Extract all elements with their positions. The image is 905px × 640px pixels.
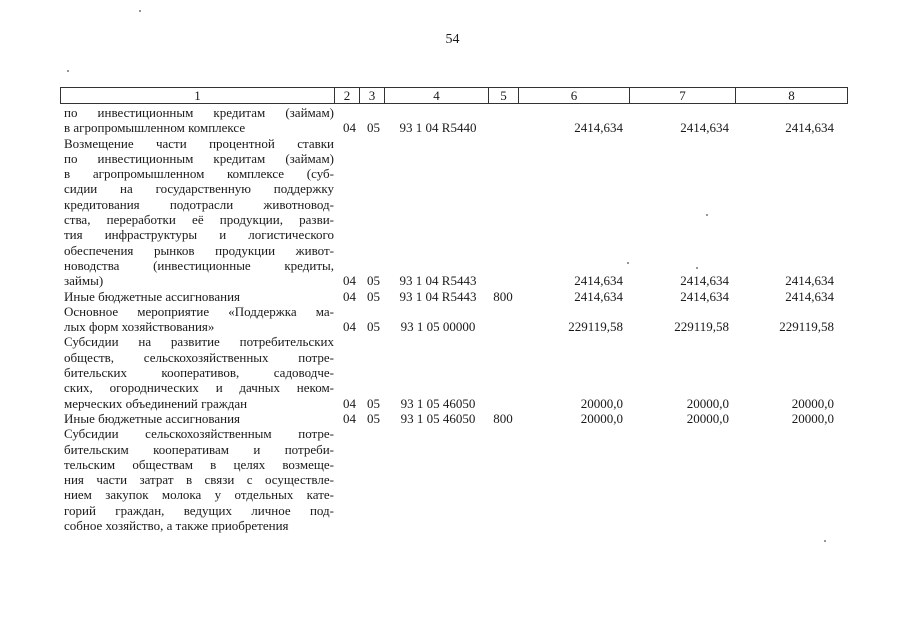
row-description (60, 105, 334, 136)
description-line: ства, переработки её продукции, разви- (64, 212, 334, 228)
amount-col-6: 229119,58 (568, 319, 623, 335)
amount-col-7: 2414,634 (680, 273, 729, 289)
header-col-1: 1 (61, 88, 335, 103)
subsection-code: 05 (367, 395, 380, 411)
amount-col-8: 229119,58 (779, 319, 834, 335)
subsection-code: 05 (367, 288, 380, 304)
description-line: нием закупок молока у отдельных кате- (64, 487, 334, 503)
scan-speck (696, 267, 698, 269)
amount-col-8: 2414,634 (785, 273, 834, 289)
target-article-code: 93 1 04 R5443 (399, 288, 477, 304)
table-row (60, 289, 846, 304)
section-code: 04 (343, 288, 356, 304)
amount-col-6: 20000,0 (580, 395, 623, 411)
description-line: Возмещение части процентной ставки (64, 135, 334, 151)
amount-col-6: 20000,0 (580, 410, 623, 426)
row-description (60, 426, 334, 533)
table-header (60, 87, 848, 104)
description-line: в агропромышленном комплексе (64, 120, 246, 136)
amount-col-6: 2414,634 (574, 288, 623, 304)
description-line: тельским обществам в целях возмеще- (64, 456, 334, 472)
table-row (60, 304, 846, 335)
row-description (60, 334, 334, 410)
description-line: собное хозяйство, а также приобретения (64, 518, 289, 534)
amount-col-7: 20000,0 (686, 395, 729, 411)
header-col-8: 8 (788, 88, 795, 103)
header-col-2: 2 (335, 88, 360, 103)
row-description (60, 136, 334, 289)
description-line: горий граждан, ведущих личное под- (64, 502, 334, 518)
description-line: Иные бюджетные ассигнования (64, 288, 241, 304)
amount-col-8: 2414,634 (785, 288, 834, 304)
header-col-6: 6 (519, 88, 630, 103)
description-line: новодства (инвестиционные кредиты, (64, 257, 334, 273)
description-line: лых форм хозяйствования» (64, 319, 215, 335)
table-row (60, 136, 846, 289)
subsection-code: 05 (367, 273, 380, 289)
section-code: 04 (343, 319, 356, 335)
amount-col-7: 2414,634 (680, 288, 729, 304)
description-line: тия инфраструктуры и логистического (64, 227, 334, 243)
row-description (60, 411, 334, 426)
target-article-code: 93 1 04 R5440 (399, 120, 477, 136)
subsection-code: 05 (367, 120, 380, 136)
header-col-7: 7 (630, 88, 736, 103)
description-line: Субсидии сельскохозяйственным потре- (64, 426, 334, 442)
description-line: займы) (64, 273, 104, 289)
description-line: сидии на государственную поддержку (64, 181, 334, 197)
description-line: ния части затрат в связи с осуществле- (64, 472, 334, 488)
header-col-5: 5 (489, 88, 519, 103)
page-number: 54 (445, 32, 460, 47)
table-row (60, 411, 846, 426)
description-line: бительских кооперативов, садоводче- (64, 365, 334, 381)
amount-col-8: 20000,0 (791, 410, 834, 426)
section-code: 04 (343, 395, 356, 411)
header-col-3: 3 (360, 88, 385, 103)
section-code: 04 (343, 120, 356, 136)
table-row (60, 105, 846, 136)
description-line: мерческих объединений граждан (64, 395, 248, 411)
description-line: обеспечения рынков продукции живот- (64, 242, 334, 258)
table-body (60, 105, 846, 533)
expense-type-code: 800 (493, 288, 513, 304)
scan-speck (824, 540, 826, 542)
row-description (60, 289, 334, 304)
target-article-code: 93 1 04 R5443 (399, 273, 477, 289)
section-code: 04 (343, 273, 356, 289)
target-article-code: 93 1 05 46050 (400, 410, 476, 426)
subsection-code: 05 (367, 410, 380, 426)
amount-col-8: 20000,0 (791, 395, 834, 411)
amount-col-7: 2414,634 (680, 120, 729, 136)
scan-speck (627, 262, 629, 264)
scan-speck (139, 10, 141, 12)
amount-col-8: 2414,634 (785, 120, 834, 136)
expense-type-code: 800 (493, 410, 513, 426)
amount-col-7: 20000,0 (686, 410, 729, 426)
description-line: обществ, сельскохозяйственных потре- (64, 349, 334, 365)
scan-speck (706, 214, 708, 216)
target-article-code: 93 1 05 46050 (400, 395, 476, 411)
section-code: 04 (343, 410, 356, 426)
row-description (60, 304, 334, 335)
target-article-code: 93 1 05 00000 (400, 319, 476, 335)
description-line: по инвестиционным кредитам (займам) (64, 105, 334, 120)
amount-col-6: 2414,634 (574, 273, 623, 289)
subsection-code: 05 (367, 319, 380, 335)
amount-col-7: 229119,58 (674, 319, 729, 335)
description-line: Основное мероприятие «Поддержка ма- (64, 303, 334, 319)
description-line: Субсидии на развитие потребительских (64, 334, 334, 350)
description-line: кредитования подотрасли животновод- (64, 196, 334, 212)
description-line: ских, огороднических и дачных неком- (64, 380, 334, 396)
amount-col-6: 2414,634 (574, 120, 623, 136)
description-line: по инвестиционным кредитам (займам) (64, 150, 334, 166)
header-col-4: 4 (385, 88, 489, 103)
description-line: бительским кооперативам и потреби- (64, 441, 334, 457)
description-line: Иные бюджетные ассигнования (64, 410, 241, 426)
scan-speck (67, 70, 69, 72)
table-row (60, 334, 846, 410)
table-row (60, 426, 846, 533)
description-line: в агропромышленном комплексе (суб- (64, 166, 334, 182)
